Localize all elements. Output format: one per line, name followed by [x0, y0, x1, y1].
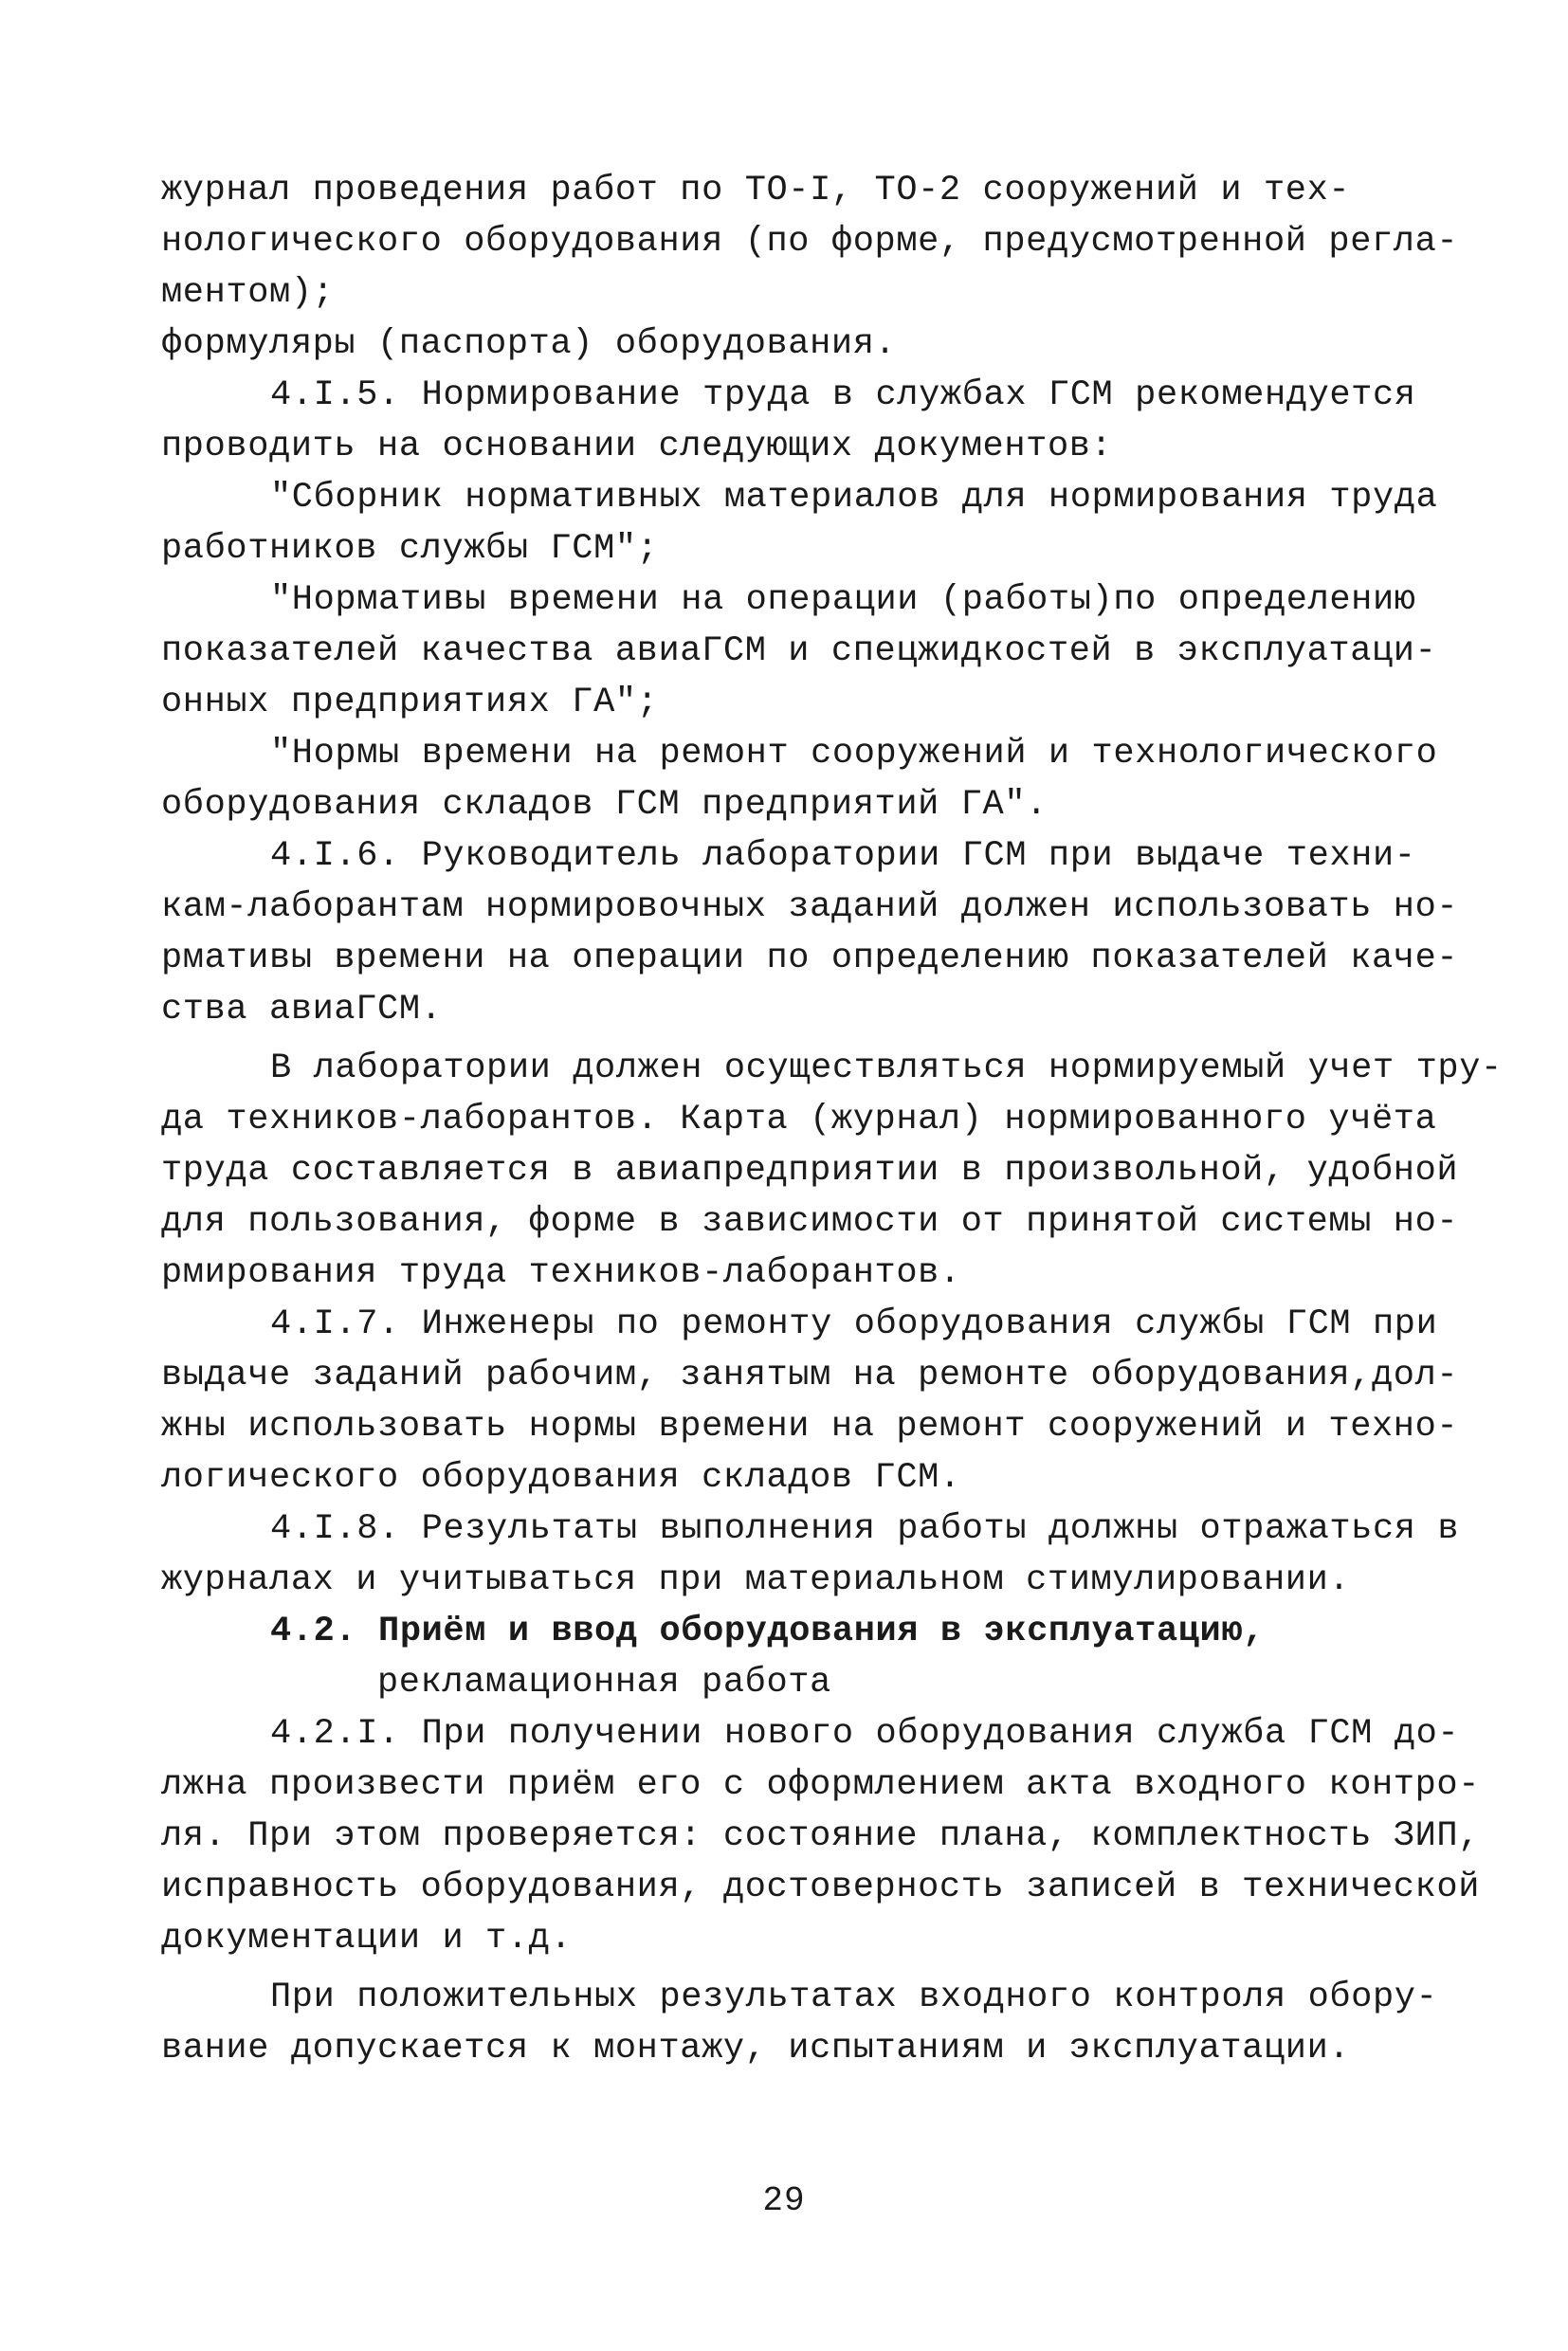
text-line: нологического оборудования (по форме, предусмотренной регла-: [161, 222, 1459, 262]
text-line: формуляры (паспорта) оборудования.: [161, 324, 897, 364]
text-line: проводить на основании следующих документов:: [161, 427, 1113, 466]
text-line: жны использовать нормы времени на ремонт сооружений и техно-: [161, 1407, 1459, 1447]
section-4-2-1-line: 4.2.I. При получении нового оборудования служба ГСМ до-: [270, 1714, 1460, 1754]
text-line: работников службы ГСМ";: [161, 529, 659, 569]
text-line: исправность оборудования, достоверность записей в технической: [161, 1868, 1481, 1907]
section-4-1-5-line: 4.I.5. Нормирование труда в службах ГСМ рекомендуется: [270, 375, 1416, 415]
text-line: оборудования складов ГСМ предприятий ГА".: [161, 785, 1048, 825]
text-line: выдаче заданий рабочим, занятым на ремонте оборудования,дол-: [161, 1356, 1459, 1395]
text-line: показателей качества авиаГСМ и спецжидкостей в эксплуатаци-: [161, 631, 1437, 671]
text-line: для пользования, форме в зависимости от принятой системы но-: [161, 1202, 1459, 1242]
text-line: журнал проведения работ по ТО-I, ТО-2 сооружений и тех-: [161, 171, 1351, 210]
section-4-1-8-line: 4.I.8. Результаты выполнения работы должны отражаться в: [270, 1509, 1460, 1549]
text-line: онных предприятиях ГА";: [161, 683, 659, 722]
text-line: лжна произвести приём его с оформлением акта входного контро-: [161, 1765, 1481, 1805]
text-line: "Нормы времени на ремонт сооружений и технологического: [270, 734, 1438, 774]
text-line: да техников-лаборантов. Карта (журнал) нормированного учёта: [161, 1100, 1437, 1139]
text-line: журналах и учитываться при материальном стимулировании.: [161, 1560, 1351, 1600]
text-line: труда составляется в авиапредприятии в произвольной, удобной: [161, 1151, 1459, 1191]
section-heading-4-2-cont: рекламационная работа: [377, 1663, 831, 1703]
text-line: кам-лаборантам нормировочных заданий должен использовать но-: [161, 887, 1459, 927]
text-line: "Сборник нормативных материалов для нормирования труда: [270, 478, 1438, 518]
section-4-1-6-line: 4.I.6. Руководитель лаборатории ГСМ при выдаче техни-: [270, 836, 1416, 876]
text-line: В лаборатории должен осуществляться нормируемый учет тру-: [270, 1048, 1503, 1088]
text-line: ментом);: [161, 273, 335, 313]
page-number: 29: [762, 2181, 806, 2220]
text-line: логического оборудования складов ГСМ.: [161, 1458, 961, 1498]
section-heading-4-2: 4.2. Приём и ввод оборудования в эксплуатацию,: [270, 1612, 1265, 1651]
text-line: вание допускается к монтажу, испытаниям и эксплуатации.: [161, 2029, 1351, 2069]
text-line: ля. При этом проверяется: состояние плана, комплектность ЗИП,: [161, 1816, 1481, 1856]
text-line: документации и т.д.: [161, 1919, 573, 1959]
text-line: рмирования труда техников-лаборантов.: [161, 1253, 961, 1293]
text-line: "Нормативы времени на операции (работы)по определению: [270, 580, 1416, 620]
text-line: рмативы времени на операции по определению показателей каче-: [161, 939, 1459, 978]
section-4-1-7-line: 4.I.7. Инженеры по ремонту оборудования службы ГСМ при: [270, 1304, 1438, 1344]
text-line: При положительных результатах входного контроля обору-: [270, 1977, 1438, 2017]
text-line: ства авиаГСМ.: [161, 990, 443, 1030]
